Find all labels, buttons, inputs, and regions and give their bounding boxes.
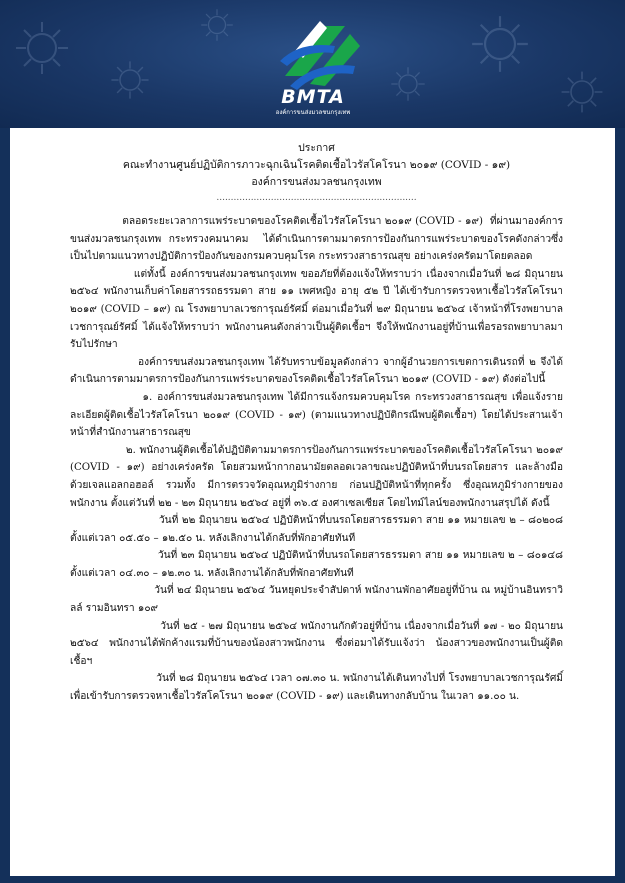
body-paragraph: องค์การขนส่งมวลชนกรุงเทพ ได้รับทราบข้อมูลดังกล่าว จากผู้อำนวยการเขตการเดินรถที่ ๒ จึงได้ดำเนินการตามมาตรการป้องกันการแพร่ระบาดของโรคติดเชื้อไวรัสโคโรนา ๒๐๑๙ (COVID - ๑๙) ดังต่อไปนี้ (70, 356, 563, 386)
logo-sub-text: องค์การขนส่งมวลชนกรุงเทพ (275, 109, 351, 116)
organization-name: องค์การขนส่งมวลชนกรุงเทพ (251, 176, 382, 188)
divider-line: ...................................................................... (216, 193, 417, 203)
announcement-heading: ประกาศ (298, 142, 335, 154)
body-paragraph: ๑. องค์การขนส่งมวลชนกรุงเทพ ได้มีการแจ้งกรมควบคุมโรค กระทรวงสาธารณสุข เพื่อแจ้งรายละเอียดผู้ติดเชื้อไวรัสโคโรนา ๒๐๑๙ (COVID - ๑๙) (ตามแนวทางปฏิบัติกรณีพบผู้ติดเชื้อฯ) โดยได้ประสานเจ้าหน้าที่สำนักงานสาธารณสุข (70, 391, 563, 439)
timeline-entry: วันที่ ๒๓ มิถุนายน ๒๕๖๔ ปฏิบัติหน้าที่บนรถโดยสารธรรมดา สาย ๑๑ หมายเลข ๒ – ๘๐๑๔๘ ตั้งแต่เวลา ๐๔.๓๐ – ๑๒.๓๐ น. หลังเลิกงานได้กลับที่พักอาศัยทันที (70, 550, 567, 579)
body-paragraph: แต่ทั้งนี้ องค์การขนส่งมวลชนกรุงเทพ ขออภัยที่ต้องแจ้งให้ทราบว่า เนื่องจากเมื่อวันที่ ๒๘ มิถุนายน ๒๕๖๔ พนักงานเก็บค่าโดยสารรถธรรมดา สาย ๑๑ เพศหญิง อายุ ๕๒ ปี ได้เข้ารับการตรวจหาเชื้อไวรัสโคโรนา ๒๐๑๙ (COVID – ๑๙) ณ โรงพยาบาลเวชการุณย์รัศมิ์ ต่อมาเมื่อวันที่ ๒๙ มิถุนายน ๒๕๖๔ เจ้าหน้าที่โรงพยาบาลเวชการุณย์รัศมิ์ ได้แจ้งให้ทราบว่า พนักงานคนดังกล่าวเป็นผู้ติดเชื้อฯ จึงให้พนักงานอยู่ที่บ้านเพื่อรอรถพยาบาลมารับไปรักษา (70, 268, 567, 351)
timeline-entry: วันที่ ๒๘ มิถุนายน ๒๕๖๔ เวลา ๐๗.๓๐ น. พนักงานได้เดินทางไปที่ โรงพยาบาลเวชการุณรัศมิ์ เพื่อเข้ารับการตรวจหาเชื้อไวรัสโคโรนา ๒๐๑๙ (COVID - ๑๙) และเดินทางกลับบ้าน ในเวลา ๑๑.๐๐ น. (70, 673, 567, 703)
timeline-entry: วันที่ ๒๔ มิถุนายน ๒๕๖๔ วันหยุดประจำสัปดาห์ พนักงานพักอาศัยอยู่ที่บ้าน ณ หมู่บ้านอินทราวิลล์ รามอินทรา ๑๐๙ (70, 585, 563, 615)
announcement-document (10, 128, 615, 876)
virus-icon (560, 70, 604, 114)
virus-icon (14, 20, 70, 76)
body-paragraph: ตลอดระยะเวลาการแพร่ระบาดของโรคติดเชื้อไวรัสโคโรนา ๒๐๑๙ (COVID - ๑๙) ที่ผ่านมาองค์การขนส่งมวลชนกรุงเทพ กระทรวงคมนาคม ได้ดำเนินการตามมาตรการป้องกันการแพร่ระบาดของโรคดังกล่าวซึ่งเป็นไปตามแนวทางปฏิบัติการป้องกันของกรมควบคุมโรค กระทรวงสาธารณสุข อย่างเคร่งครัดมาโดยตลอด (70, 216, 563, 263)
virus-icon (110, 60, 150, 100)
committee-title: คณะทำงานศูนย์ปฏิบัติการภาวะฉุกเฉินโรคติดเชื้อไวรัสโคโรนา ๒๐๑๙ (COVID - ๑๙) (122, 159, 511, 171)
timeline-entry: วันที่ ๒๒ มิถุนายน ๒๕๖๔ ปฏิบัติหน้าที่บนรถโดยสารธรรมดา สาย ๑๑ หมายเลข ๒ – ๘๐๒๐๘ ตั้งแต่เวลา ๐๕.๕๐ – ๑๒.๕๐ น. หลังเลิกงานได้กลับที่พักอาศัยทันที (70, 515, 567, 544)
virus-icon (200, 8, 234, 42)
virus-icon (470, 14, 530, 74)
virus-icon (390, 66, 426, 102)
timeline-entry: วันที่ ๒๕ - ๒๗ มิถุนายน ๒๕๖๔ พนักงานกักตัวอยู่ที่บ้าน เนื่องจากเมื่อวันที่ ๑๗ - ๒๐ มิถุนายน ๒๕๖๔ พนักงานได้พักค้างแรมที่บ้านของน้องสาวพนักงาน ซึ่งต่อมาได้รับแจ้งว่า น้องสาวของพนักงานเป็นผู้ติดเชื้อฯ (70, 620, 567, 667)
header-banner (0, 0, 625, 128)
logo-brand-text: BMTA (281, 86, 345, 108)
body-paragraph: ๒. พนักงานผู้ติดเชื้อได้ปฏิบัติตามมาตรการป้องกันการแพร่ระบาดของโรคติดเชื้อไวรัสโคโรนา ๒๐๑๙ (COVID - ๑๙) อย่างเคร่งครัด โดยสวมหน้ากากอนามัยตลอดเวลาขณะปฏิบัติหน้าที่บนรถโดยสาร และล้างมือด้วยเจลแอลกอฮอล์ รวมทั้ง มีการตรวจวัดอุณหภูมิร่างกาย ก่อนปฏิบัติหน้าที่ทุกครั้ง ซึ่งอุณหภูมิร่างกายของพนักงาน ตั้งแต่วันที่ ๒๒ - ๒๓ มิถุนายน ๒๕๖๔ อยู่ที่ ๓๖.๕ องศาเซลเซียส โดยไทม์ไลน์ของพนักงานสรุปได้ ดังนี้ (70, 444, 567, 509)
